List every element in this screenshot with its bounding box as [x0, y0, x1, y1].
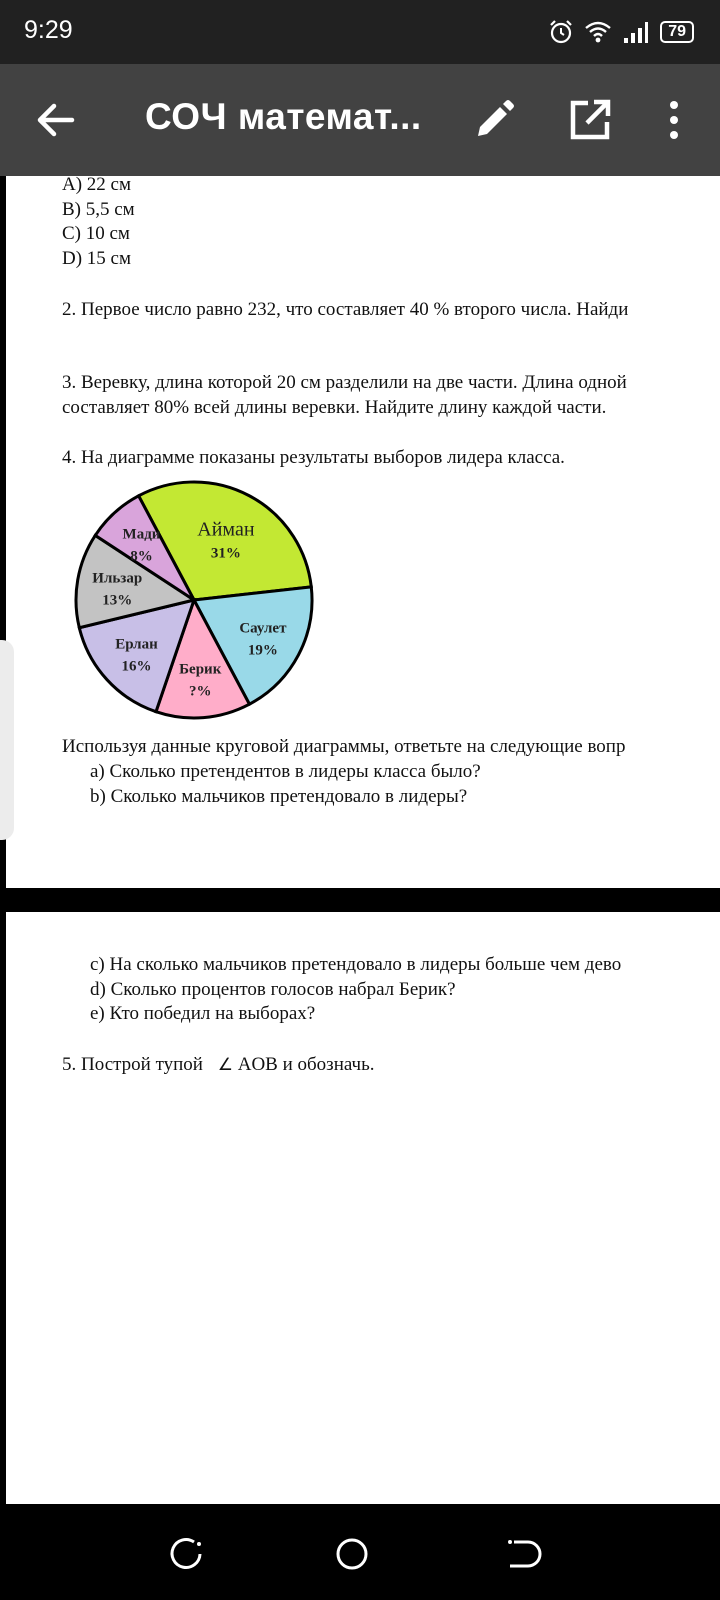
question-4c: c) На сколько мальчиков претендовало в лидеры больше чем дево — [90, 954, 622, 975]
recent-apps-icon[interactable] — [166, 1534, 206, 1574]
election-pie-chart — [66, 472, 336, 732]
question-5-angle: AOB и обозначь. — [237, 1054, 375, 1075]
question-5 — [62, 1053, 375, 1077]
pie-label-name-2: Берик — [179, 661, 222, 678]
status-bar — [0, 0, 720, 64]
pie-label-name-4: Ильзар — [92, 570, 143, 587]
pie-label-value-1: 19% — [247, 642, 278, 659]
question-2: 2. Первое число равно 232, что составляет 40 % второго числа. Найди — [62, 299, 629, 320]
document-page-2[interactable] — [6, 912, 720, 1504]
home-icon[interactable] — [332, 1534, 372, 1574]
pie-label-name-5: Мади — [122, 526, 161, 543]
question-4e: e) Кто победил на выборах? — [90, 1003, 316, 1024]
option-d: D) 15 см — [62, 248, 132, 269]
question-4: 4. На диаграмме показаны результаты выборов лидера класса. — [62, 447, 565, 468]
app-bar — [0, 64, 720, 176]
pie-label-value-2: ?% — [188, 683, 212, 700]
scroll-handle[interactable] — [0, 640, 14, 840]
more-options-icon[interactable] — [652, 98, 696, 142]
back-nav-icon[interactable] — [502, 1534, 542, 1574]
open-external-icon[interactable] — [568, 98, 612, 142]
chart-instructions: Используя данные круговой диаграммы, ответьте на следующие вопр — [62, 736, 626, 757]
question-4d: d) Сколько процентов голосов набрал Берик? — [90, 979, 456, 1000]
edit-pencil-icon[interactable] — [472, 98, 516, 142]
question-5-text: 5. Построй тупой — [62, 1054, 203, 1075]
pie-label-value-0: 31% — [210, 545, 241, 562]
angle-symbol: ∠ — [217, 1055, 233, 1074]
wifi-icon — [584, 20, 612, 44]
status-time: 9:29 — [24, 16, 73, 44]
signal-icon — [622, 20, 650, 44]
pie-label-value-5: 8% — [130, 548, 153, 565]
document-title: СОЧ математ... — [145, 96, 422, 137]
back-arrow-icon[interactable] — [32, 96, 80, 144]
question-3-line-1: 3. Веревку, длина которой 20 см разделили на две части. Длина одной — [62, 372, 627, 393]
document-page-1[interactable] — [6, 176, 720, 888]
pie-label-name-1: Саулет — [239, 620, 287, 637]
pie-label-value-4: 13% — [102, 592, 133, 609]
battery-indicator: 79 — [660, 21, 694, 43]
status-icons — [548, 18, 694, 46]
option-a: A) 22 см — [62, 176, 132, 195]
navigation-bar — [0, 1504, 720, 1600]
pie-label-value-3: 16% — [121, 658, 152, 675]
pie-label-name-0: Айман — [197, 518, 255, 541]
option-b: B) 5,5 см — [62, 199, 135, 220]
question-4a: a) Сколько претендентов в лидеры класса было? — [90, 761, 481, 782]
question-4b: b) Сколько мальчиков претендовало в лидеры? — [90, 786, 468, 807]
option-c: C) 10 см — [62, 223, 130, 244]
pie-label-name-3: Ерлан — [115, 636, 158, 653]
alarm-icon — [548, 19, 574, 45]
question-3-line-2: составляет 80% всей длины веревки. Найдите длину каждой части. — [62, 397, 607, 418]
